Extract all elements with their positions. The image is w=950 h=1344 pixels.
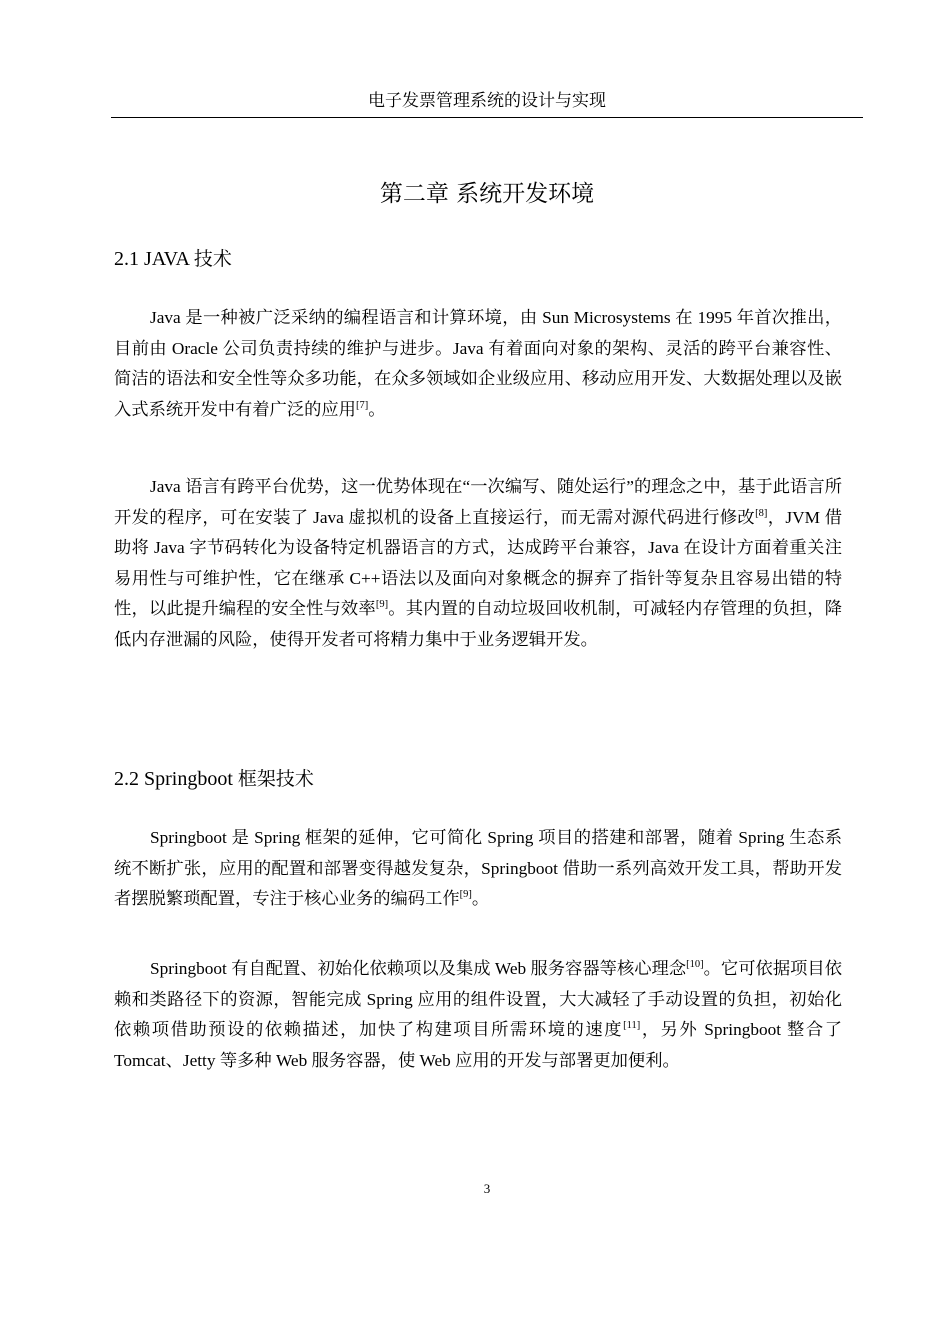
page-number: 3 [483,1181,491,1196]
paragraph-text: 。 [471,889,490,909]
paragraph-text: ，另外 Springboot 整合了 Tomcat、Jetty 等多种 Web 服务容器，使 Web 应用的开发与部署更加便利。 [114,1020,842,1070]
paragraph-text: Java 是一种被广泛采纳的编程语言和计算环境，由 Sun Microsystems 在 1995 年首次推出，目前由 Oracle 公司负责持续的维护与进步。Java 有着面向对象的架构、灵活的跨平台兼容性、简洁的语法和安全性等众多功能，在众多领域如企业级应用、移动应用开发、大数据处理以及嵌入式系统开发中有着广泛的应用 [114,308,842,419]
section-number: 2.1 JAVA [114,248,189,270]
citation: [10] [686,959,704,970]
paragraph [114,954,842,1076]
paragraph [114,823,842,915]
citation: [9] [459,889,472,901]
paragraph-text: 。它可依据项目依赖和类路径下的资源，智能完成 Spring 应用的组件设置，大大减轻了手动设置的负担，初始化依赖项借助预设的依赖描述，加快了构建项目所需环境的速度 [114,959,842,1040]
paragraph-text: 。 [368,399,386,419]
citation: [9] [375,599,389,611]
chapter-title: 第二章 系统开发环境 [379,181,595,207]
section-number: 2.2 Springboot [114,768,233,790]
paragraph [114,472,842,656]
running-header: 电子发票管理系统的设计与实现 [368,91,606,110]
section-heading-2-2 [114,764,314,794]
paragraph-text: Springboot 有自配置、初始化依赖项以及集成 Web 服务容器等核心理念 [150,959,687,978]
paragraph-text: 。其内置的自动垃圾回收机制，可减轻内存管理的负担，降低内存泄漏的风险，使得开发者可将精力集中于业务逻辑开发。 [114,599,842,649]
section-heading-2-1 [114,244,232,274]
section-title: 技术 [193,248,232,270]
citation: [11] [623,1020,641,1032]
citation: [7] [355,399,369,411]
paragraph-text: ，JVM 借助将 Java 字节码转化为设备特定机器语言的方式，达成跨平台兼容，Java 在设计方面着重关注易用性与可维护性，它在继承 C++语法以及面向对象概念的摒弃了指针等复杂且容易出错的特性，以此提升编程的安全性与效率 [114,507,842,619]
header-rule [111,117,863,118]
section-title: 框架技术 [237,768,314,790]
paragraph [114,303,842,425]
citation: [8] [755,507,768,519]
paragraph-text: Springboot 是 Spring 框架的延伸，它可简化 Spring 项目的搭建和部署，随着 Spring 生态系统不断扩张，应用的配置和部署变得越发复杂，Springboot 借助一系列高效开发工具，帮助开发者摆脱繁琐配置，专注于核心业务的编码工作 [114,828,842,909]
paragraph-text: Java 语言有跨平台优势，这一优势体现在“一次编写、随处运行”的理念之中，基于此语言所开发的程序，可在安装了 Java 虚拟机的设备上直接运行，而无需对源代码进行修改 [114,477,842,527]
